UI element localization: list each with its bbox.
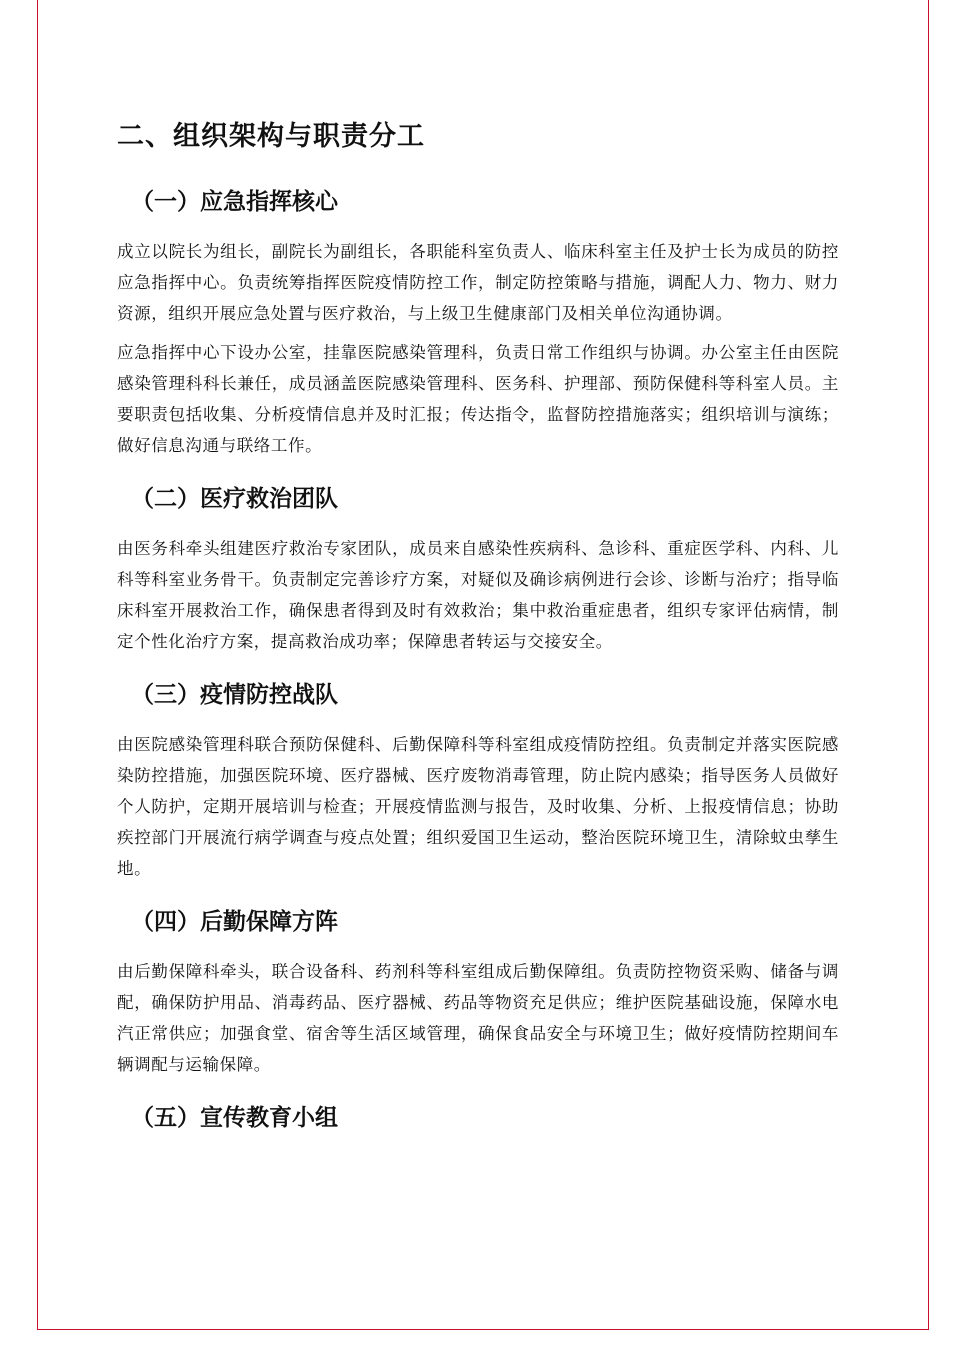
section-command-center: [117, 182, 839, 461]
paragraph: 应急指挥中心下设办公室，挂靠医院感染管理科，负责日常工作组织与协调。办公室主任由医院感染管理科科长兼任，成员涵盖医院感染管理科、医务科、护理部、预防保健科等科室人员。主要职责包括收集、分析疫情信息并及时汇报；传达指令，监督防控措施落实；组织培训与演练；做好信息沟通与联络工作。: [117, 343, 839, 455]
section-heading: （一）应急指挥核心: [131, 189, 338, 215]
main-heading: 二、组织架构与职责分工: [117, 121, 425, 152]
section-heading: （五）宣传教育小组: [131, 1105, 338, 1131]
section-publicity: [117, 1098, 839, 1138]
paragraph: 由医院感染管理科联合预防保健科、后勤保障科等科室组成疫情防控组。负责制定并落实医院感染防控措施，加强医院环境、医疗器械、医疗废物消毒管理，防止院内感染；指导医务人员做好个人防护，定期开展培训与检查；开展疫情监测与报告，及时收集、分析、上报疫情信息；协助疾控部门开展流行病学调查与疫点处置；组织爱国卫生运动，整治医院环境卫生，清除蚊虫孳生地。: [117, 735, 839, 878]
section-epidemic-control: [117, 675, 839, 884]
section-logistics: [117, 902, 839, 1080]
section-heading: （二）医疗救治团队: [131, 486, 338, 512]
paragraph: 成立以院长为组长，副院长为副组长，各职能科室负责人、临床科室主任及护士长为成员的防控应急指挥中心。负责统筹指挥医院疫情防控工作，制定防控策略与措施，调配人力、物力、财力资源，组织开展应急处置与医疗救治，与上级卫生健康部门及相关单位沟通协调。: [117, 242, 839, 323]
section-heading: （四）后勤保障方阵: [131, 909, 338, 935]
paragraph: 由后勤保障科牵头，联合设备科、药剂科等科室组成后勤保障组。负责防控物资采购、储备与调配，确保防护用品、消毒药品、医疗器械、药品等物资充足供应；维护医院基础设施，保障水电汽正常供应；加强食堂、宿舍等生活区域管理，确保食品安全与环境卫生；做好疫情防控期间车辆调配与运输保障。: [117, 962, 839, 1074]
document-body: [117, 110, 839, 1152]
paragraph: 由医务科牵头组建医疗救治专家团队，成员来自感染性疾病科、急诊科、重症医学科、内科、儿科等科室业务骨干。负责制定完善诊疗方案，对疑似及确诊病例进行会诊、诊断与治疗；指导临床科室开展救治工作，确保患者得到及时有效救治；集中救治重症患者，组织专家评估病情，制定个性化治疗方案，提高救治成功率；保障患者转运与交接安全。: [117, 539, 839, 651]
section-medical-team: [117, 479, 839, 657]
section-heading: （三）疫情防控战队: [131, 682, 338, 708]
